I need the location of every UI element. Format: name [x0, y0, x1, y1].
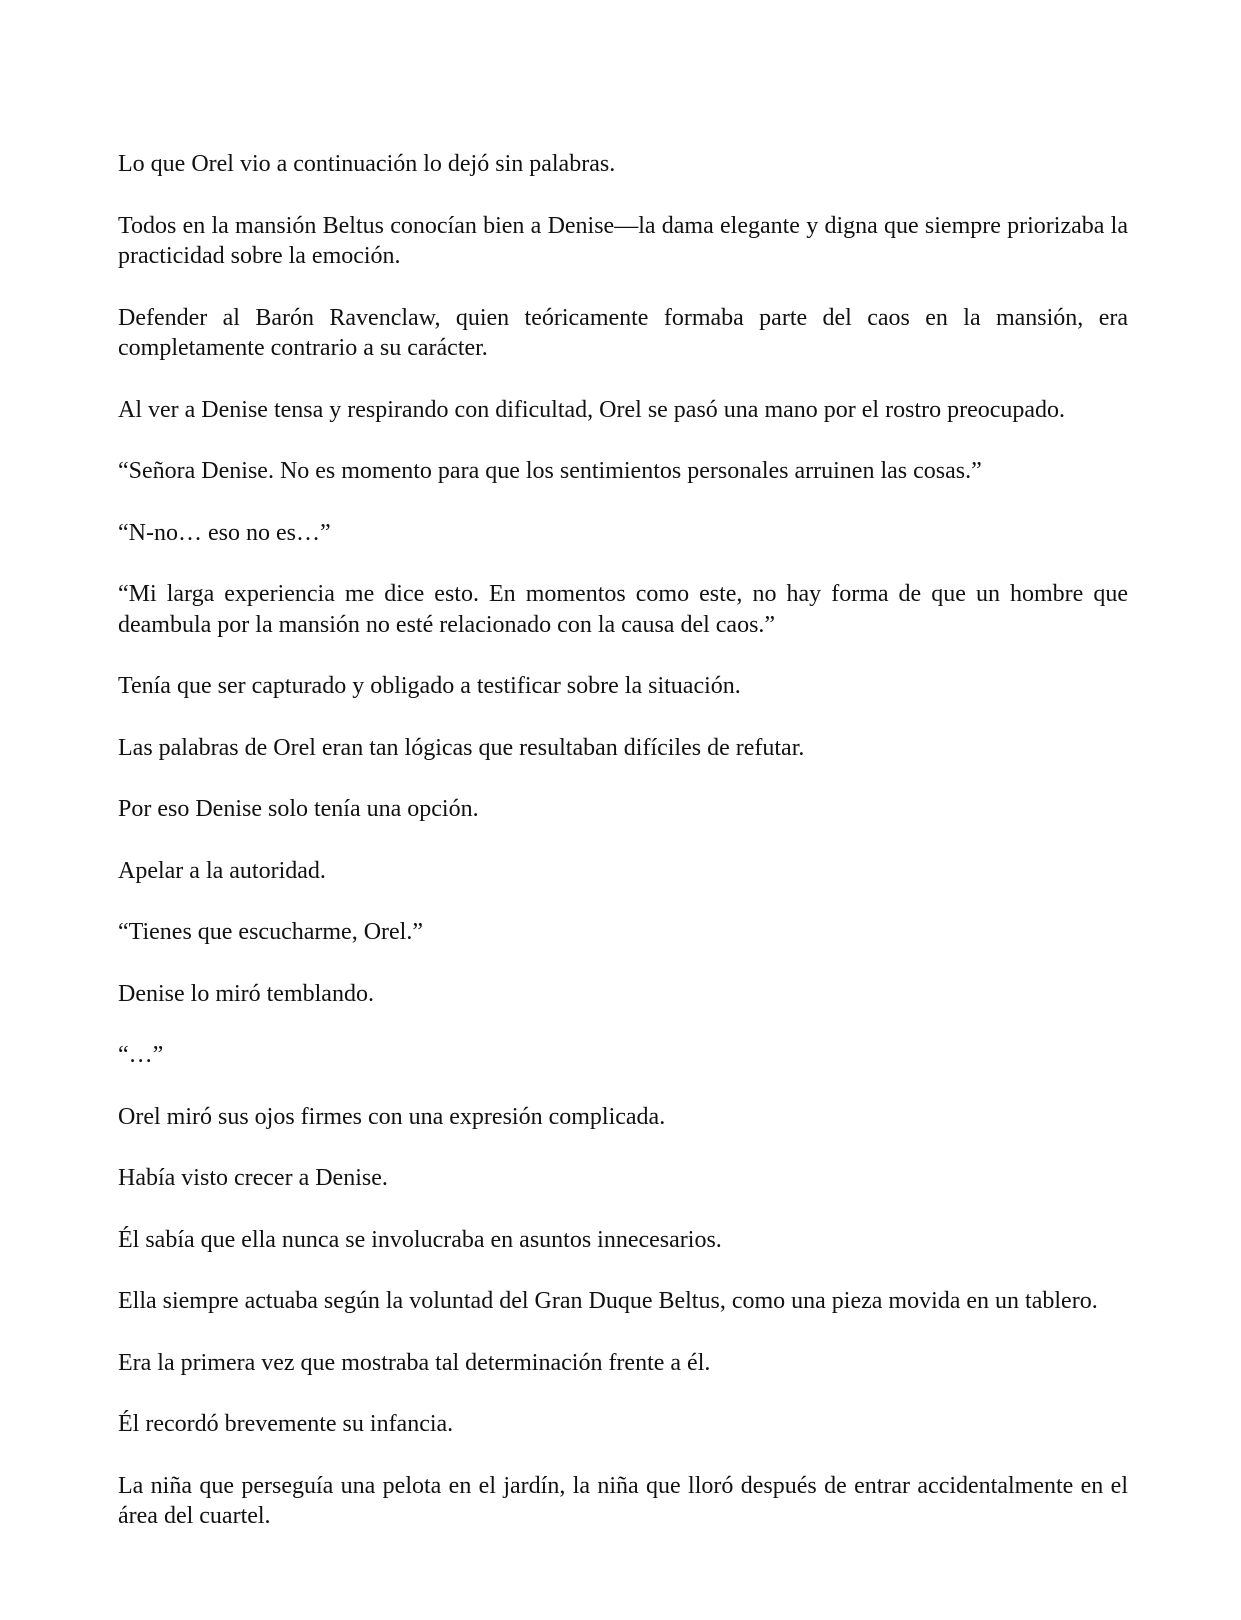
paragraph: Apelar a la autoridad. — [118, 857, 326, 884]
paragraph: Por eso Denise solo tenía una opción. — [118, 796, 479, 822]
paragraph: Las palabras de Orel eran tan lógicas que resultaban difíciles de refutar. — [118, 734, 805, 761]
paragraph: La niña que perseguía una pelota en el jardín, la niña que lloró después de entrar accidentalmente en el área del cuartel. — [118, 1472, 1128, 1529]
paragraph: “N-no… eso no es…” — [118, 519, 331, 546]
paragraph: “Mi larga experiencia me dice esto. En momentos como este, no hay forma de que un hombre que deambula por la mansión no esté relacionado con la causa del caos.” — [118, 581, 1128, 638]
paragraph: Denise lo miró temblando. — [118, 980, 374, 1007]
paragraph: Defender al Barón Ravenclaw, quien teóricamente formaba parte del caos en la mansión, era completamente contrario a su carácter. — [118, 304, 1128, 361]
paragraph: “Tienes que escucharme, Orel.” — [118, 919, 423, 945]
paragraph: Tenía que ser capturado y obligado a testificar sobre la situación. — [118, 673, 741, 699]
paragraph: Ella siempre actuaba según la voluntad del Gran Duque Beltus, como una pieza movida en un tablero. — [118, 1288, 1098, 1314]
paragraph: Al ver a Denise tensa y respirando con dificultad, Orel se pasó una mano por el rostro preocupado. — [118, 396, 1066, 423]
paragraph: Había visto crecer a Denise. — [118, 1165, 388, 1191]
paragraph: “Señora Denise. No es momento para que los sentimientos personales arruinen las cosas.” — [118, 458, 982, 484]
document-body — [118, 149, 1128, 1563]
paragraph: Él sabía que ella nunca se involucraba en asuntos innecesarios. — [118, 1226, 722, 1253]
paragraph: Todos en la mansión Beltus conocían bien a Denise—la dama elegante y digna que siempre priorizaba la practicidad sobre la emoción. — [118, 212, 1128, 269]
paragraph: Orel miró sus ojos firmes con una expresión complicada. — [118, 1103, 666, 1130]
paragraph: Él recordó brevemente su infancia. — [118, 1411, 454, 1437]
paragraph: Era la primera vez que mostraba tal determinación frente a él. — [118, 1349, 711, 1376]
paragraph: “…” — [118, 1042, 164, 1068]
paragraph: Lo que Orel vio a continuación lo dejó sin palabras. — [118, 151, 616, 177]
